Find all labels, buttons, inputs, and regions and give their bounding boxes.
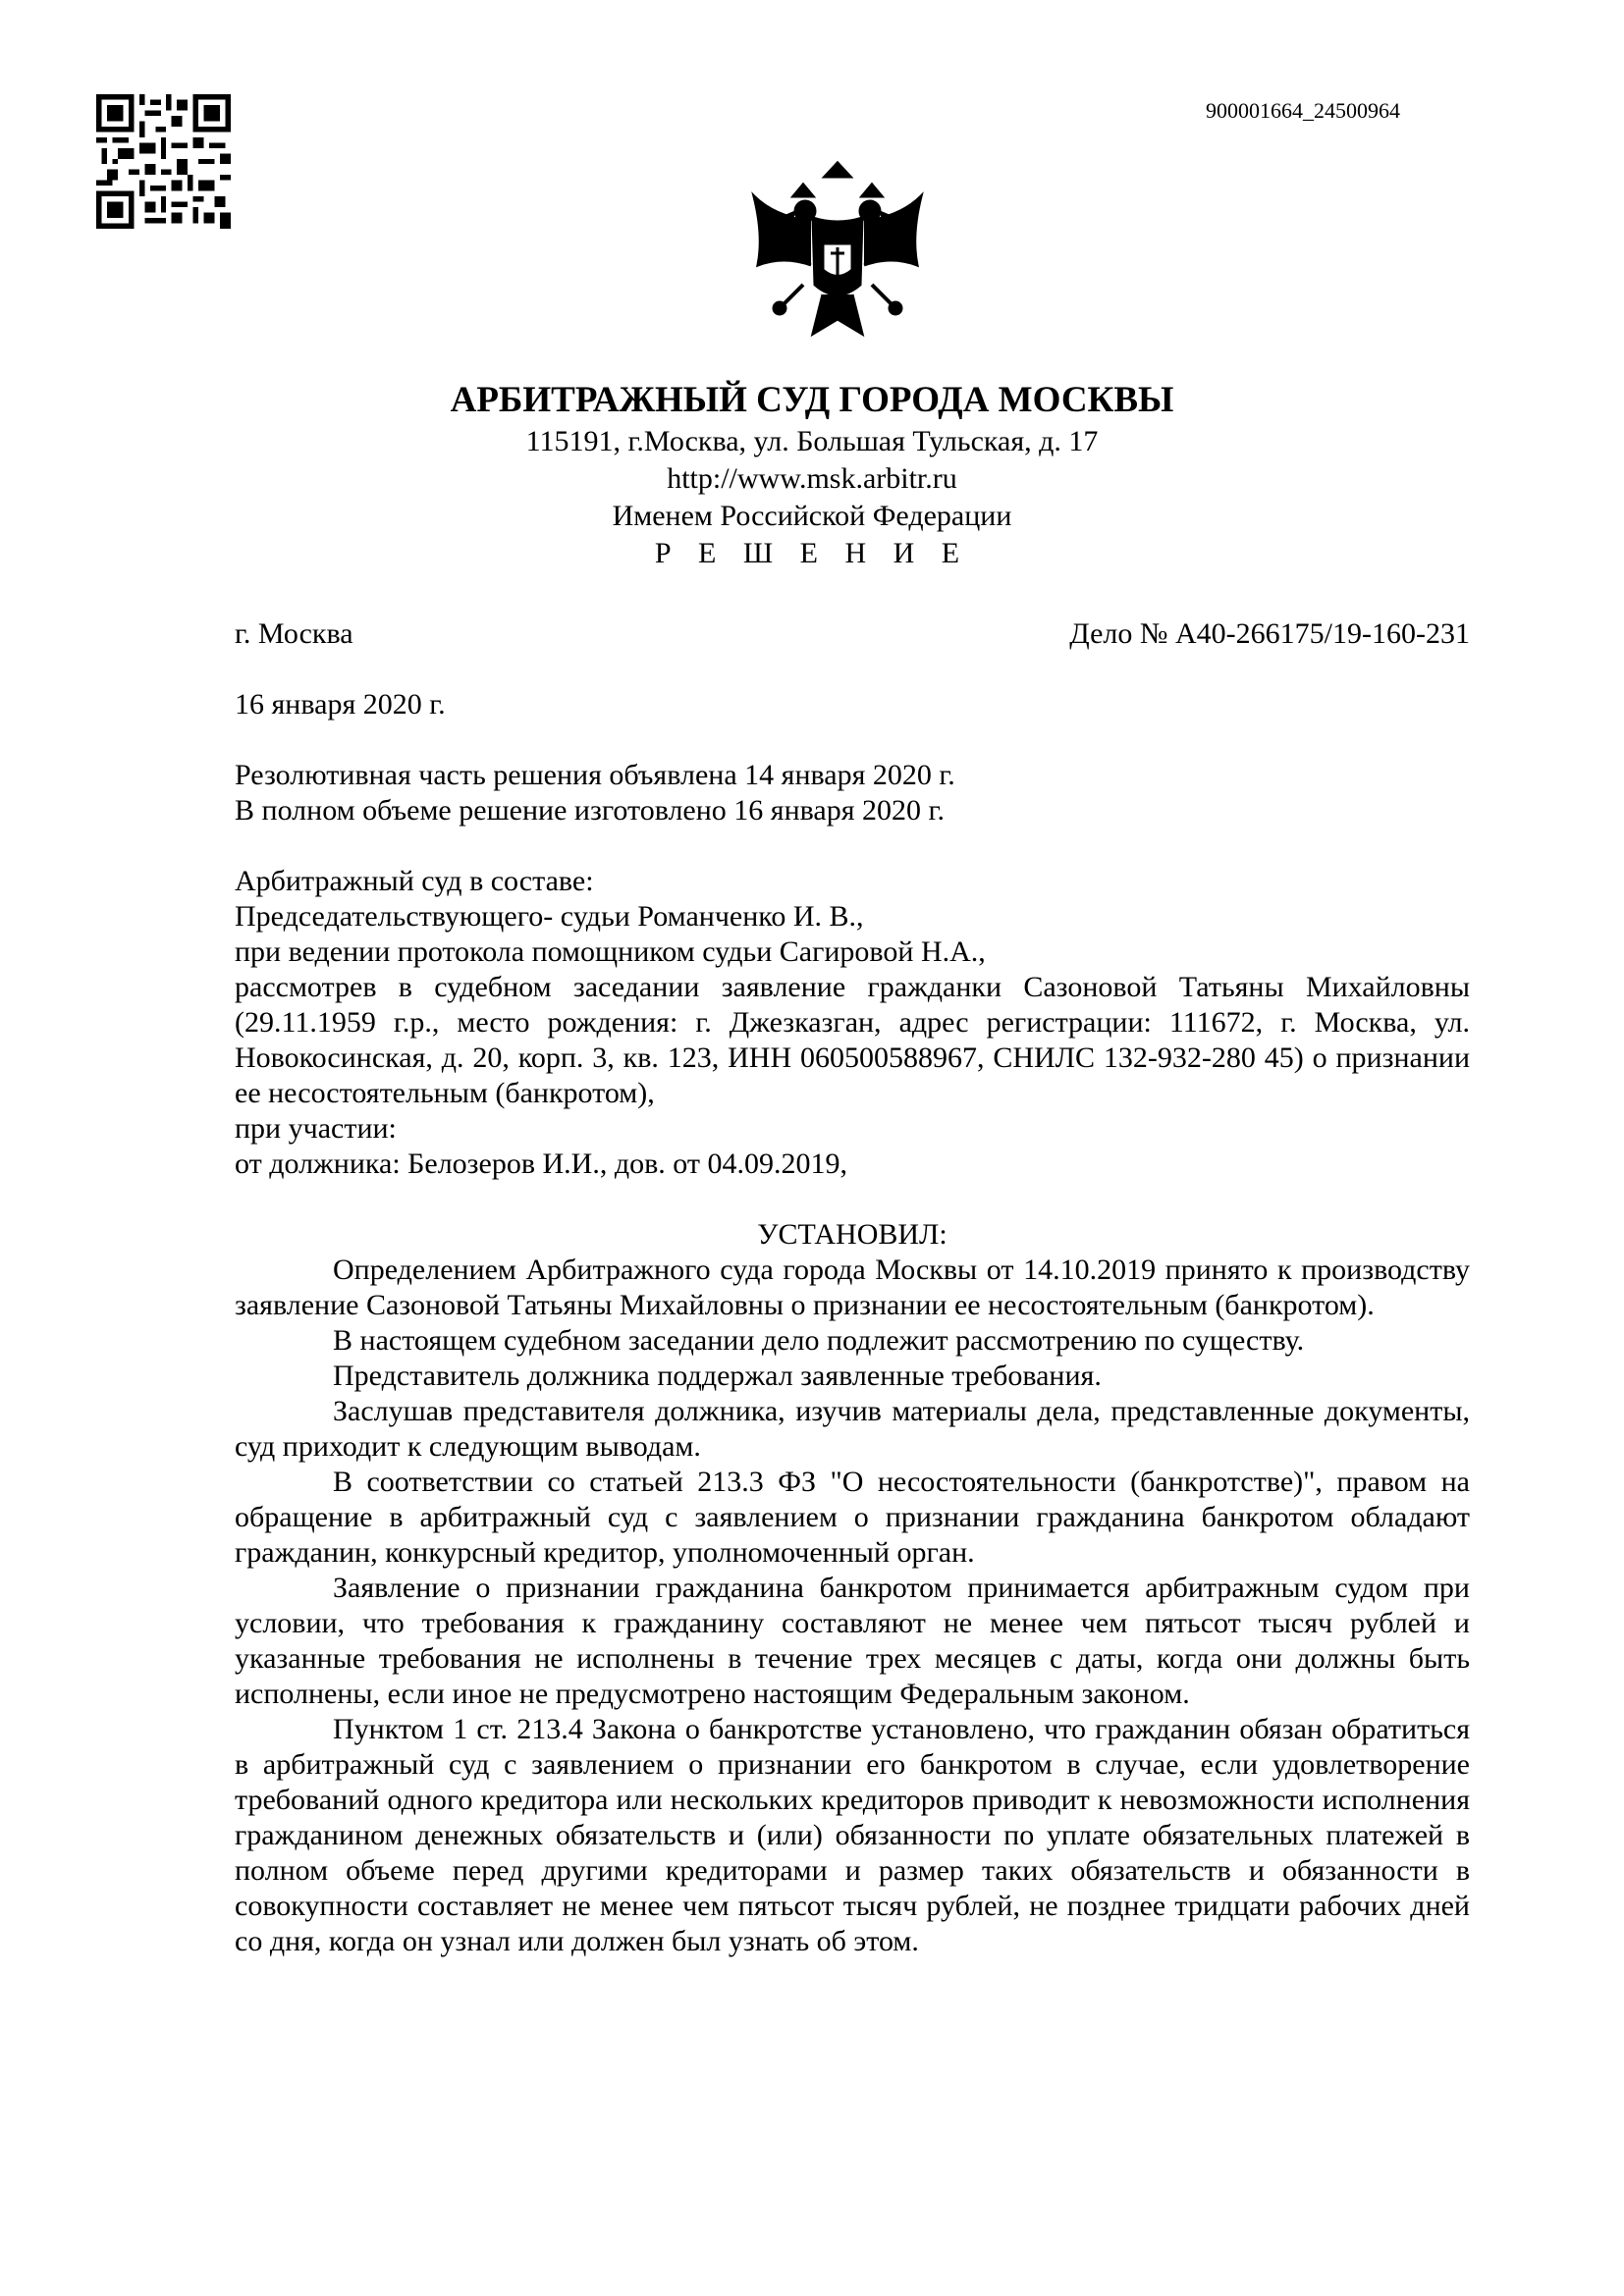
debtor-representative: от должника: Белозеров И.И., дов. от 04.09.2019, [235, 1148, 847, 1180]
court-header [0, 378, 1624, 572]
protocol-secretary: при ведении протокола помощником судьи Сагировой Н.А., [235, 935, 986, 968]
participation-line: при участии: [235, 1112, 397, 1145]
body-paragraph: В соответствии со статьей 213.3 ФЗ "О несостоятельности (банкротстве)", правом на обращение в арбитражный суд с заявлением о признании гражданина банкротом обладают гражданин, конкурсный кредитор, уполномоченный орган. [235, 1466, 1470, 1569]
composition-intro: Арбитражный суд в составе: [235, 865, 594, 897]
body-paragraph: Заслушав представителя должника, изучив материалы дела, представленные документы, суд приходит к следующим выводам. [235, 1395, 1470, 1463]
city: г. Москва [235, 617, 353, 650]
in-name-line: Именем Российской Федерации [612, 500, 1012, 532]
qr-code [96, 94, 231, 229]
body-paragraph: Пунктом 1 ст. 213.4 Закона о банкротстве установлено, что гражданин обязан обратиться в арбитражный суд с заявлением о признании его банкротом в случае, если удовлетворение требований одного кредитора или нескольких кредиторов приводит к невозможности исполнения гражданином денежных обязательств и (или) обязанности по уплате обязательных платежей в полном объеме перед другими кредиторами и размер таких обязательств и обязанности в совокупности составляет не менее чем пятьсот тысяч рублей, не позднее тридцати рабочих дней со дня, когда он узнал или должен был узнать об этом. [235, 1713, 1470, 1957]
coat-of-arms-icon [744, 157, 931, 353]
decision-date: 16 января 2020 г. [235, 688, 446, 721]
body-paragraph: Представитель должника поддержал заявленные требования. [333, 1360, 1102, 1392]
body-paragraph: В настоящем судебном заседании дело подлежит рассмотрению по существу. [333, 1324, 1305, 1357]
body-paragraph: Заявление о признании гражданина банкротом принимается арбитражным судом при условии, что требования к гражданину составляют не менее чем пятьсот тысяч рублей и указанные требования не исполнены в течение трех месяцев с даты, когда они должны быть исполнены, если иное не предусмотрено настоящим Федеральным законом. [235, 1572, 1470, 1710]
court-website: http://www.msk.arbitr.ru [667, 462, 957, 495]
operative-part-line: Резолютивная часть решения объявлена 14 января 2020 г. [235, 759, 955, 791]
case-number: Дело № А40-266175/19-160-231 [1069, 617, 1470, 650]
city-case-row [235, 616, 1470, 652]
court-address: 115191, г.Москва, ул. Большая Тульская, д. 17 [525, 425, 1099, 457]
full-decision-line: В полном объеме решение изготовлено 16 января 2020 г. [235, 794, 945, 827]
document-body [235, 616, 1470, 1959]
body-paragraph: Определением Арбитражного суда города Москвы от 14.10.2019 принято к производству заявление Сазоновой Татьяны Михайловны о признании ее несостоятельным (банкротом). [235, 1254, 1470, 1321]
presiding-judge: Председательствующего- судьи Романченко И. В., [235, 900, 864, 933]
document-type: Р Е Ш Е Н И Е [654, 537, 970, 569]
consideration-paragraph: рассмотрев в судебном заседании заявление гражданки Сазоновой Татьяны Михайловны (29.11.1959 г.р., место рождения: г. Джезказган, адрес регистрации: 111672, г. Москва, ул. Новокосинская, д. 20, корп. 3, кв. 123, ИНН 060500588967, СНИЛС 132-932-280 45) о признании ее несостоятельным (банкротом), [235, 971, 1470, 1109]
court-name: АРБИТРАЖНЫЙ СУД ГОРОДА МОСКВЫ [450, 380, 1174, 420]
document-id: 900001664_24500964 [1206, 98, 1400, 123]
established-heading: УСТАНОВИЛ: [757, 1218, 947, 1251]
